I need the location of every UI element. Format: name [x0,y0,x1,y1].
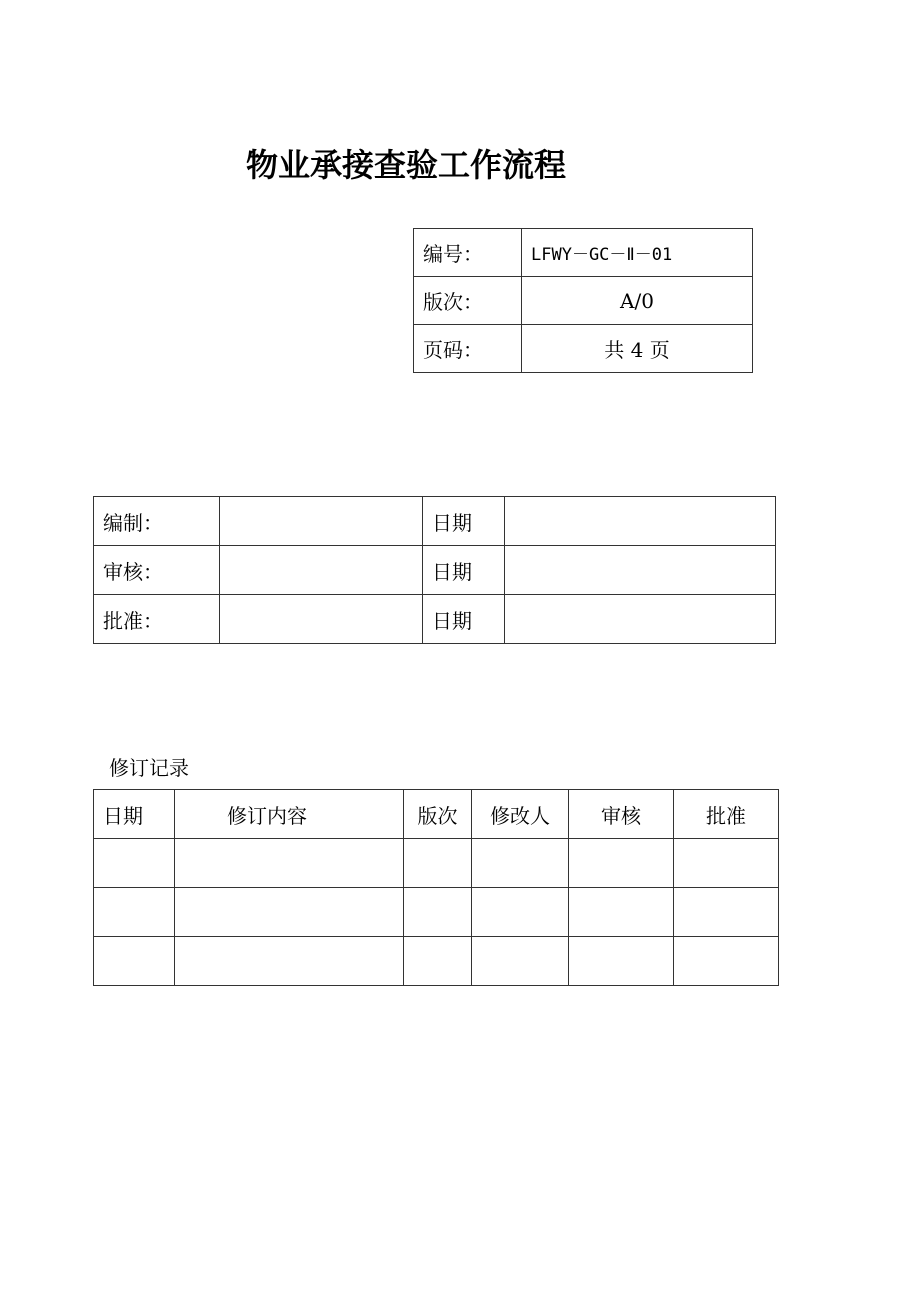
approval-value-approved [220,595,423,644]
approval-row-prepared [94,497,776,546]
revision-cell-modifier [472,839,569,888]
revision-record-heading: 修订记录 [109,756,189,780]
revision-cell-version [404,839,472,888]
approval-table [93,496,776,644]
approval-value-prepared [220,497,423,546]
revision-cell-approver [674,937,779,986]
revision-cell-date [94,888,175,937]
info-label-number: 编号： [414,229,522,277]
revision-cell-reviewer [569,888,674,937]
revision-cell-approver [674,888,779,937]
revision-cell-approver [674,839,779,888]
approval-date-value-reviewed [505,546,776,595]
revision-row [94,937,779,986]
document-title: 物业承接查验工作流程 [246,146,567,184]
approval-date-label-reviewed: 日期 [423,546,505,595]
info-row-pages [414,325,753,373]
approval-label-approved: 批准： [94,595,220,644]
approval-date-value-prepared [505,497,776,546]
approval-label-reviewed: 审核： [94,546,220,595]
revision-cell-date [94,937,175,986]
revision-cell-content [175,937,404,986]
revision-header-reviewer: 审核 [569,790,674,839]
revision-header-approver: 批准 [674,790,779,839]
revision-cell-modifier [472,937,569,986]
approval-label-prepared: 编制： [94,497,220,546]
info-value-number: LFWY－GC－Ⅱ－01 [522,229,753,277]
info-row-version [414,277,753,325]
revision-header-row [94,790,779,839]
info-value-pages: 共 4 页 [522,325,753,373]
revision-header-content: 修订内容 [175,790,404,839]
revision-cell-version [404,937,472,986]
info-label-version: 版次： [414,277,522,325]
approval-value-reviewed [220,546,423,595]
info-label-pages: 页码： [414,325,522,373]
approval-row-reviewed [94,546,776,595]
approval-date-value-approved [505,595,776,644]
revision-cell-version [404,888,472,937]
revision-header-version: 版次 [404,790,472,839]
revision-record-table [93,789,779,986]
revision-cell-reviewer [569,839,674,888]
revision-header-date: 日期 [94,790,175,839]
approval-row-approved [94,595,776,644]
approval-date-label-approved: 日期 [423,595,505,644]
revision-header-modifier: 修改人 [472,790,569,839]
revision-cell-reviewer [569,937,674,986]
approval-date-label-prepared: 日期 [423,497,505,546]
revision-row [94,888,779,937]
revision-cell-modifier [472,888,569,937]
document-info-table [413,228,753,373]
revision-cell-content [175,839,404,888]
info-row-number [414,229,753,277]
revision-cell-content [175,888,404,937]
revision-cell-date [94,839,175,888]
info-value-version: A/0 [522,277,753,325]
revision-row [94,839,779,888]
